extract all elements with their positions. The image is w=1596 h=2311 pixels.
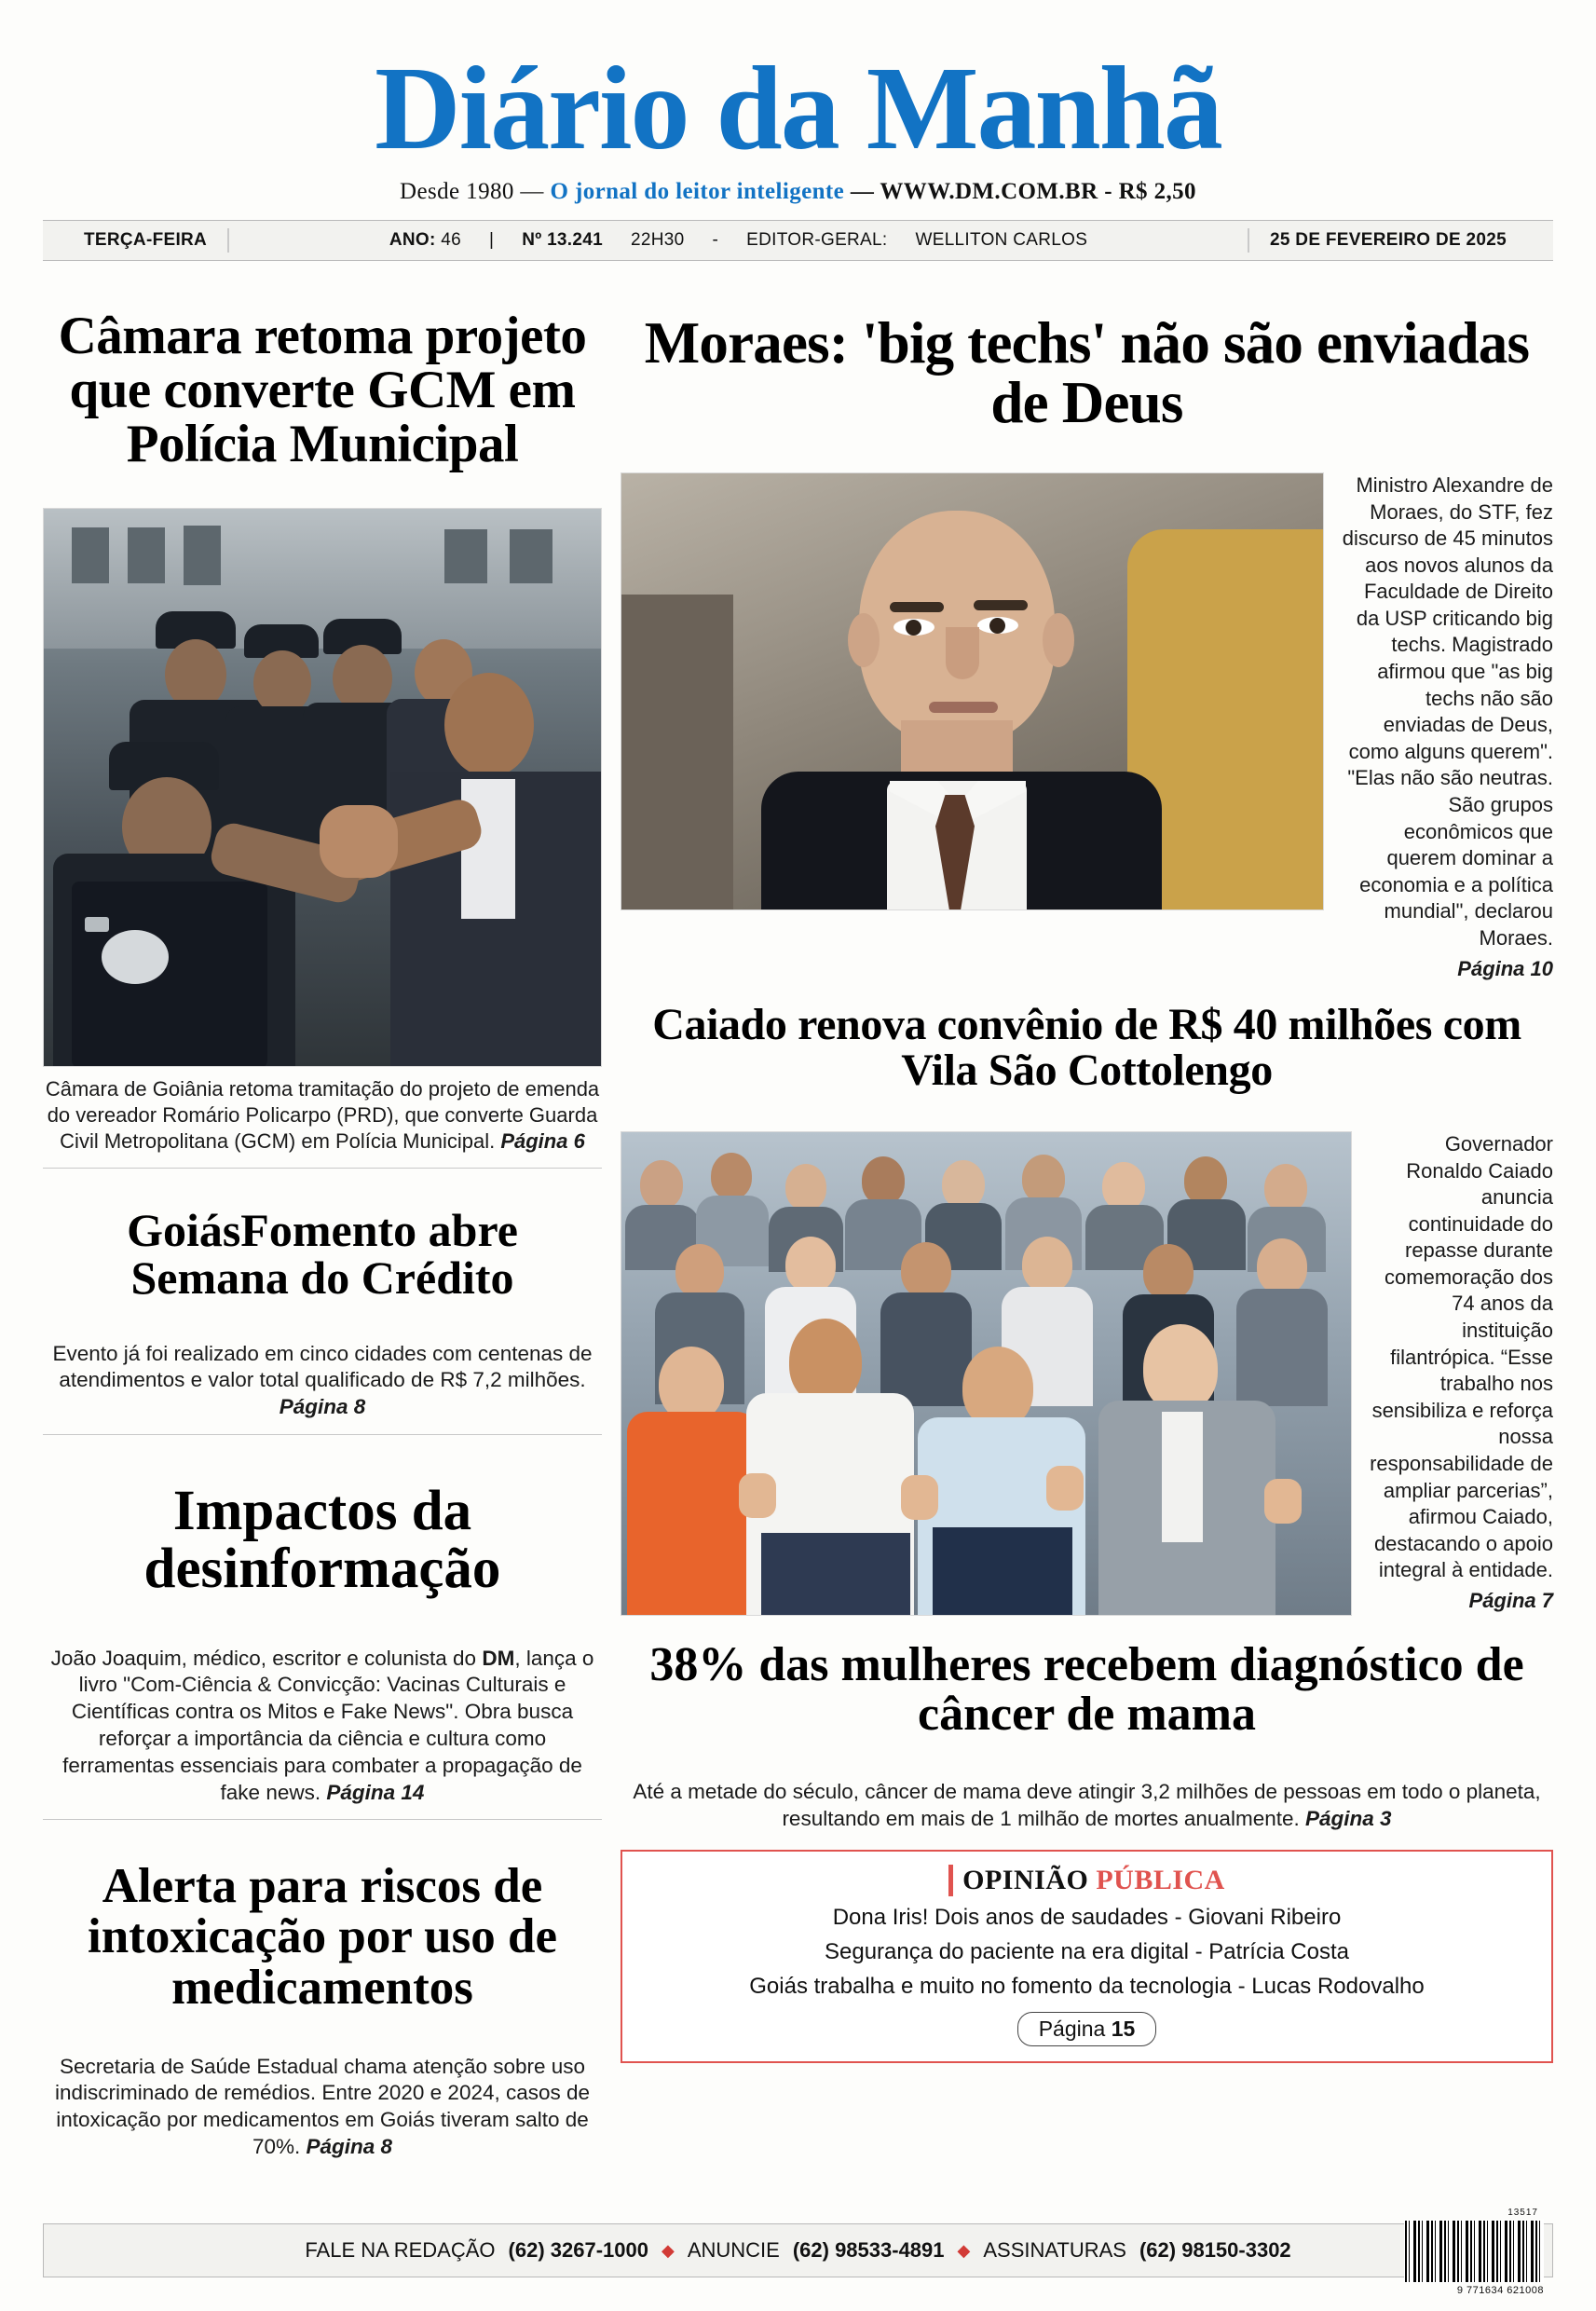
photo-gcm-handshake (43, 508, 602, 1067)
right-column (621, 274, 1553, 2166)
page-ref-intoxicacao[interactable]: Página 8 (306, 2134, 393, 2158)
lead-story-block (621, 472, 1553, 982)
issue-number-value: 13.241 (547, 230, 603, 250)
issue-year-value: 46 (441, 230, 461, 250)
text-cancer-mama (621, 1779, 1553, 1833)
text-desinformacao-dm: DM (482, 1646, 515, 1670)
divider-1 (43, 1168, 602, 1169)
text-desinformacao (43, 1646, 602, 1807)
opinion-item[interactable]: Goiás trabalha e muito no fomento da tecnologia - Lucas Rodovalho (749, 1973, 1425, 1999)
caption-gcm (43, 1076, 602, 1155)
issue-number-label: Nº (522, 230, 542, 250)
masthead-tagline (43, 179, 1553, 205)
footer-assinaturas-label: ASSINATURAS (983, 2238, 1126, 2262)
text-intoxicacao (43, 2054, 602, 2161)
opinion-title-a: OPINIÃO (962, 1864, 1089, 1895)
opinion-page-label: Página (1038, 2016, 1106, 2041)
issue-info-bar (43, 220, 1553, 261)
diamond-icon: ◆ (661, 2240, 675, 2260)
photo-moraes (621, 472, 1324, 910)
page-ref-desinformacao[interactable]: Página 14 (326, 1780, 425, 1804)
issue-dash: - (712, 230, 719, 250)
second-story-block (621, 1131, 1553, 1616)
barcode-number: 9 771634 621008 (1456, 2285, 1544, 2296)
opinion-item[interactable]: Dona Iris! Dois anos de saudades - Giovani Ribeiro (832, 1904, 1342, 1930)
opinion-title-b: PÚBLICA (1096, 1864, 1225, 1895)
divider-3 (43, 1819, 602, 1820)
page-ref-gcm[interactable]: Página 6 (500, 1128, 585, 1153)
tagline-slogan: O jornal do leitor inteligente (550, 179, 845, 204)
headline-intoxicacao[interactable]: Alerta para riscos de intoxicação por uso de medicamentos (87, 1859, 558, 2015)
issue-number (522, 230, 603, 251)
issue-year-label: ANO: (389, 230, 436, 250)
opinion-title (948, 1865, 1225, 1896)
caption-gcm-text: Câmara de Goiânia retoma tramitação do projeto de emenda do vereador Romário Policarpo (PRD), que converte Guarda Civil Metropolitana (GCM) em Polícia Municipal. (45, 1076, 600, 1153)
opinion-page-ref[interactable] (1017, 2012, 1157, 2046)
sidetext-moraes (1339, 472, 1553, 982)
issue-editor-name: WELLITON CARLOS (915, 230, 1088, 250)
newspaper-price: R$ 2,50 (1118, 179, 1196, 204)
issue-weekday: TERÇA-FEIRA (84, 230, 208, 250)
opinion-item[interactable]: Segurança do paciente na era digital - Patrícia Costa (824, 1938, 1349, 1964)
issue-date: 25 DE FEVEREIRO DE 2025 (1269, 230, 1507, 250)
divider-2 (43, 1434, 602, 1435)
page-ref-caiado[interactable]: Página 7 (1468, 1589, 1553, 1613)
barcode-top-number: 13517 (1507, 2208, 1538, 2218)
issue-editor-label: EDITOR-GERAL: (746, 230, 888, 250)
diamond-icon: ◆ (957, 2240, 971, 2260)
issue-separator: | (488, 230, 495, 250)
headline-cancer-mama[interactable]: 38% das mulheres recebem diagnóstico de câncer de mama (649, 1637, 1524, 1741)
text-cancer-mama-body: Até a metade do século, câncer de mama deve atingir 3,2 milhões de pessoas em todo o planeta, resultando em mais de 1 milhão de mortes anualmente. (633, 1780, 1541, 1830)
photo-caiado-crowd (621, 1131, 1352, 1616)
headline-caiado[interactable]: Caiado renova convênio de R$ 40 milhões com Vila São Cottolengo (652, 1000, 1521, 1096)
masthead (43, 42, 1553, 205)
opinion-box (621, 1850, 1553, 2063)
headline-desinformacao[interactable]: Impactos da desinformação (143, 1479, 501, 1600)
contact-footer (43, 2223, 1553, 2277)
text-goiasfomento-body: Evento já foi realizado em cinco cidades com centenas de atendimentos e valor total qualificado de R$ 7,2 milhões. (52, 1341, 593, 1392)
headline-goiasfomento[interactable]: GoiásFomento abre Semana do Crédito (127, 1204, 518, 1305)
issue-year (389, 230, 461, 251)
newspaper-title: Diário da Manhã (375, 42, 1221, 174)
text-intoxicacao-body: Secretaria de Saúde Estadual chama atenção sobre uso indiscriminado de remédios. Entre 2020 e 2024, casos de intoxicação por medicamentos em Goiás tiveram salto de 70%. (54, 2054, 591, 2158)
sidetext-caiado-body: Governador Ronaldo Caiado anuncia continuidade do repasse durante comemoração dos 74 anos da instituição filantrópica. “Esse trabalho nos sensibiliza e reforça nossa responsabilidade de ampliar parcerias”, afirmou Caiado, destacando o apoio integral à entidade. (1370, 1131, 1553, 1582)
issue-time: 22H30 (630, 230, 685, 250)
text-desinformacao-a: João Joaquim, médico, escritor e colunista do (50, 1646, 483, 1670)
sidetext-caiado (1367, 1131, 1553, 1615)
tagline-since: Desde 1980 — (400, 179, 544, 204)
footer-anuncie-phone[interactable]: (62) 98533-4891 (792, 2238, 945, 2262)
headline-moraes[interactable]: Moraes: 'big techs' não são enviadas de Deus (644, 310, 1530, 436)
footer-anuncie-label: ANUNCIE (687, 2238, 780, 2262)
page-ref-goiasfomento[interactable]: Página 8 (279, 1395, 366, 1419)
page-ref-cancer-mama[interactable]: Página 3 (1305, 1806, 1392, 1830)
tagline-website: — WWW.DM.COM.BR - (850, 179, 1112, 204)
footer-redacao-label: FALE NA REDAÇÃO (305, 2238, 496, 2262)
text-desinformacao-c: , lança o livro "Com-Ciência & Convicção: Vacinas Culturais e Científicas contra os Mitos e Fake News". Obra busca reforçar a importância da ciência e cultura como ferramentas essenciais para combater a propagação de fake news. (62, 1646, 594, 1804)
footer-assinaturas-phone[interactable]: (62) 98150-3302 (1139, 2238, 1291, 2262)
text-goiasfomento (43, 1341, 602, 1421)
left-column (43, 274, 602, 2166)
opinion-page-number: 15 (1111, 2016, 1136, 2041)
sidetext-moraes-body: Ministro Alexandre de Moraes, do STF, fez discurso de 45 minutos aos novos alunos da Faculdade de Direito da USP criticando big techs. Magistrado afirmou que "as big techs não são enviadas de Deus, como alguns querem". "Elas não são neutras. São grupos econômicos que querem dominar a economia e a política mundial", declarou Moraes. (1342, 472, 1553, 950)
barcode-icon (1404, 2220, 1544, 2283)
page-content (43, 274, 1553, 2166)
headline-camara-gcm[interactable]: Câmara retoma projeto que converte GCM em Polícia Municipal (58, 307, 587, 474)
footer-redacao-phone[interactable]: (62) 3267-1000 (508, 2238, 648, 2262)
page-ref-moraes[interactable]: Página 10 (1457, 956, 1553, 980)
